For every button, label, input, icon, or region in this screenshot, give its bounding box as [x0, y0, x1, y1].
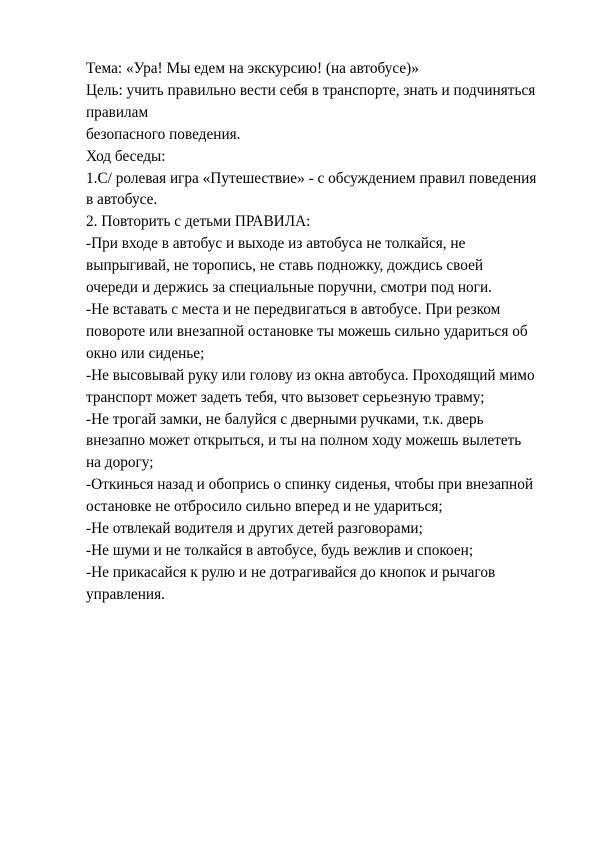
step-1-line: 1.С/ ролевая игра «Путешествие» - с обсуждением правил поведения [86, 169, 537, 187]
rule-line: внезапно может открыться, и ты на полном ходу можешь вылететь [86, 432, 522, 450]
rule-line: -Не вставать с места и не передвигаться в автобусе. При резком [86, 300, 501, 318]
goal-line-cont: безопасного поведения. [86, 125, 241, 143]
rule-line: на дорогу; [86, 454, 154, 472]
rule-line: остановке не отбросило сильно вперед и не удариться; [86, 498, 443, 516]
rule-line: очереди и держись за специальные поручни, смотри под ноги. [86, 279, 492, 297]
rule-line: -Не шуми и не толкайся в автобусе, будь вежлив и спокоен; [86, 541, 474, 559]
goal-line-cont: правилам [86, 103, 149, 121]
rule-line: выпрыгивай, не торопись, не ставь подножку, дождись своей [86, 257, 484, 275]
rule-line: -При входе в автобус и выходе из автобуса не толкайся, не [86, 235, 466, 253]
document-text [86, 58, 566, 606]
step-1-line-cont: в автобусе. [86, 191, 158, 209]
topic-line: Тема: «Ура! Мы едем на экскурсию! (на автобусе)» [86, 60, 419, 77]
rule-line: транспорт может задеть тебя, что вызовет серьезную травму; [86, 388, 485, 406]
conversation-heading: Ход беседы: [86, 147, 166, 165]
rule-line: -Не высовывай руку или голову из окна автобуса. Проходящий мимо [86, 366, 535, 384]
goal-line: Цель: учить правильно вести себя в транспорте, знать и подчиняться [86, 81, 536, 99]
rule-line: -Не трогай замки, не балуйся с дверными ручками, т.к. дверь [86, 410, 484, 428]
rule-line: -Не прикасайся к рулю и не дотрагивайся до кнопок и рычагов [86, 563, 496, 581]
rule-line: окно или сиденье; [86, 344, 205, 362]
rule-line: повороте или внезапной остановке ты можешь сильно удариться об [86, 322, 528, 340]
rule-line: -Не отвлекай водителя и других детей разговорами; [86, 520, 423, 538]
rule-line: -Откинься назад и обопрись о спинку сиденья, чтобы при внезапной [86, 476, 534, 494]
step-2-line: 2. Повторить с детьми ПРАВИЛА: [86, 213, 311, 231]
rule-line: управления. [86, 585, 165, 603]
